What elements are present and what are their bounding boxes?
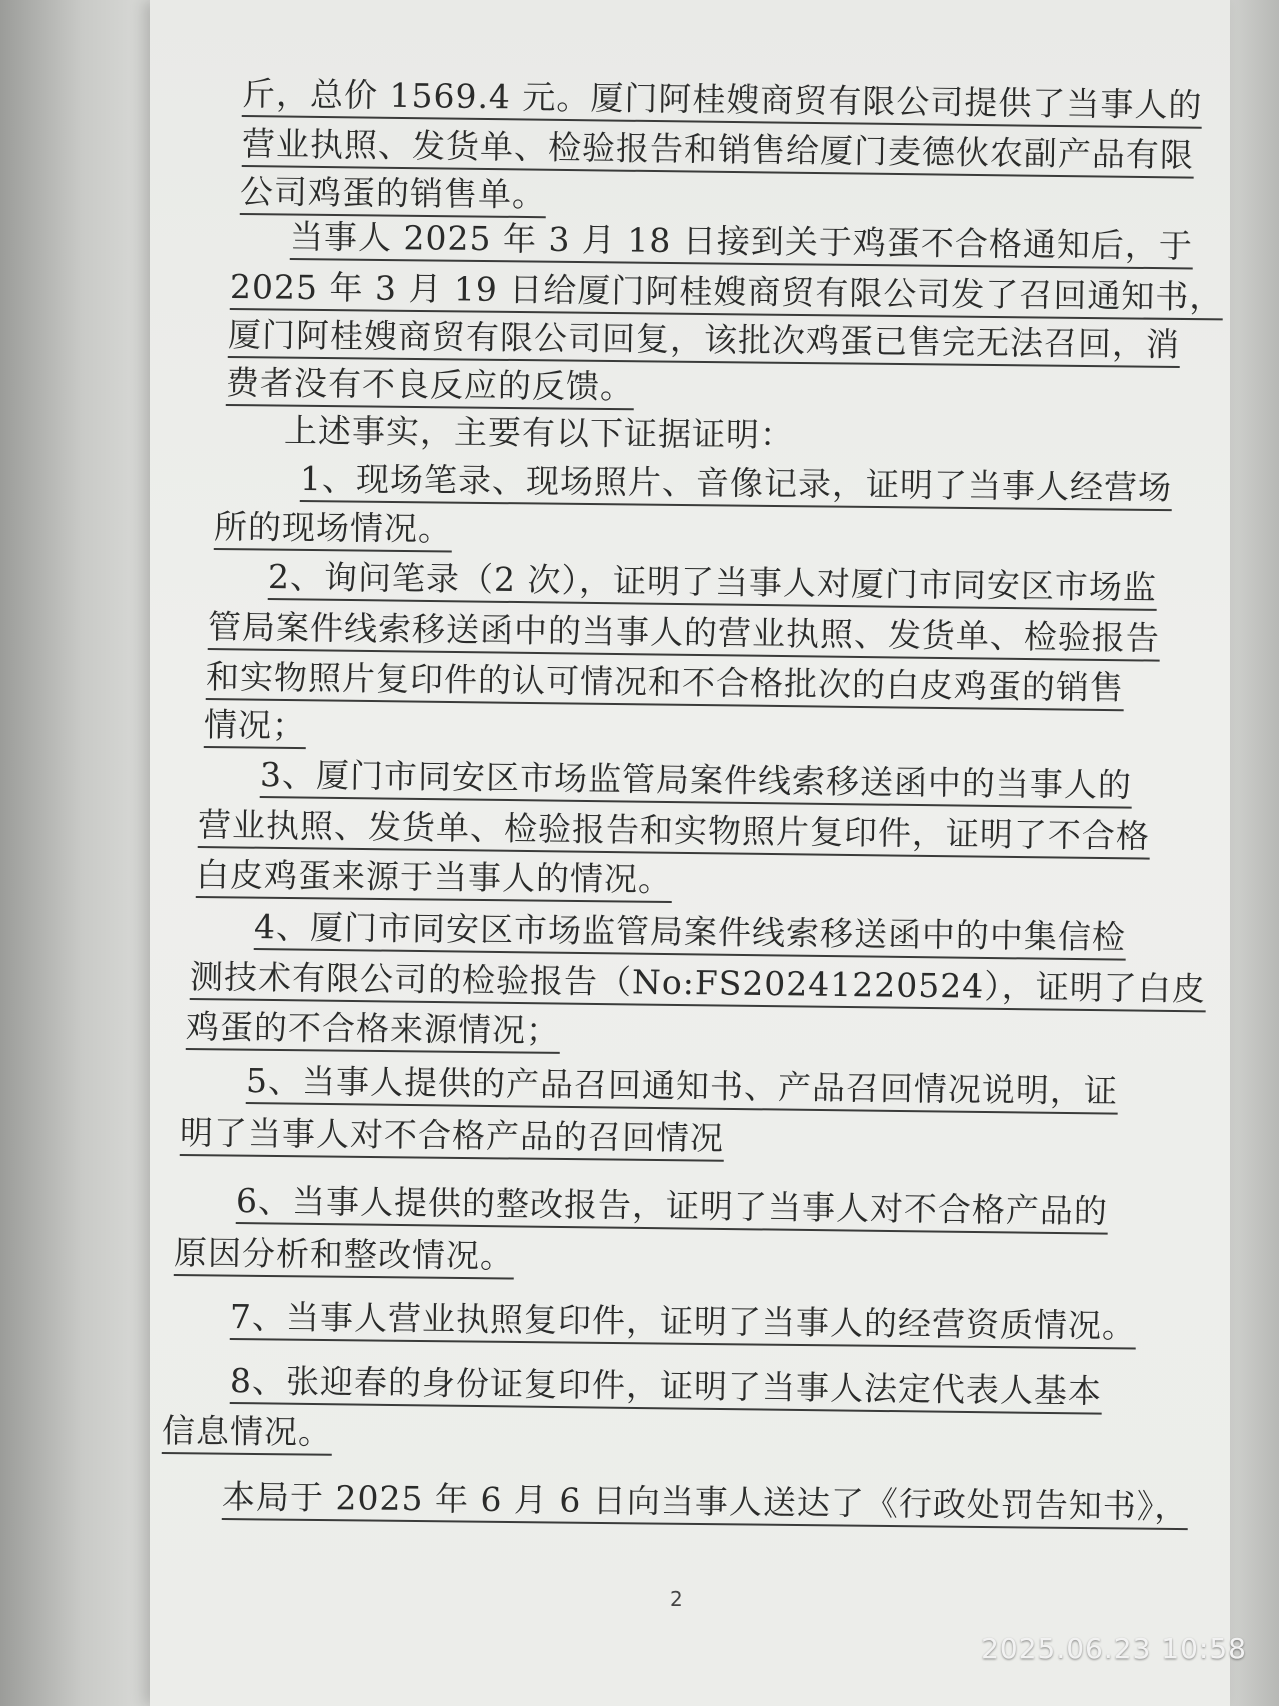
text-line: 2025 年 3 月 19 日给厦门阿桂嫂商贸有限公司发了召回通知书，	[230, 266, 1224, 318]
background-left	[0, 0, 150, 1706]
text-line: 鸡蛋的不合格来源情况；	[186, 1006, 560, 1052]
text-line: 2、询问笔录（2 次），证明了当事人对厦门市同安区市场监	[268, 556, 1157, 609]
text-line: 明了当事人对不合格产品的召回情况	[180, 1112, 724, 1160]
text-line: 厦门阿桂嫂商贸有限公司回复，该批次鸡蛋已售完无法召回，消	[228, 314, 1180, 366]
text-line: 管局案件线索移送函中的当事人的营业执照、发货单、检验报告	[208, 606, 1160, 660]
text-line: 斤，总价 1569.4 元。厦门阿桂嫂商贸有限公司提供了当事人的	[242, 73, 1203, 127]
text-line: 白皮鸡蛋来源于当事人的情况。	[196, 854, 672, 901]
text-line: 营业执照、发货单、检验报告和销售给厦门麦德伙农副产品有限	[242, 123, 1194, 177]
document-page	[150, 0, 1230, 1706]
text-line: 6、当事人提供的整改报告，证明了当事人对不合格产品的	[236, 1180, 1108, 1233]
text-line: 5、当事人提供的产品召回通知书、产品召回情况说明，证	[246, 1060, 1118, 1113]
text-line: 公司鸡蛋的销售单。	[240, 171, 546, 216]
text-line: 测技术有限公司的检验报告（No:FS20241220524），证明了白皮	[190, 956, 1206, 1010]
photo-timestamp: 2025.06.23 10:58	[981, 1632, 1247, 1665]
text-line: 费者没有不良反应的反馈。	[226, 362, 634, 408]
text-line: 信息情况。	[162, 1410, 332, 1454]
page-number: 2	[670, 1587, 683, 1611]
text-line: 所的现场情况。	[214, 506, 452, 550]
text-line: 7、当事人营业执照复印件，证明了当事人的经营资质情况。	[230, 1296, 1136, 1347]
text-line: 和实物照片复印件的认可情况和不合格批次的白皮鸡蛋的销售	[206, 656, 1124, 709]
text-line: 上述事实，主要有以下证据证明：	[283, 411, 795, 455]
text-line: 情况；	[204, 704, 306, 747]
text-line: 3、厦门市同安区市场监管局案件线索移送函中的当事人的	[260, 754, 1132, 807]
text-line: 原因分析和整改情况。	[174, 1232, 514, 1278]
text-line: 本局于 2025 年 6 月 6 日向当事人送达了《行政处罚告知书》，	[222, 1476, 1189, 1528]
text-line: 1、现场笔录、现场照片、音像记录，证明了当事人经营场	[300, 458, 1172, 509]
text-line: 营业执照、发货单、检验报告和实物照片复印件，证明了不合格	[198, 804, 1150, 858]
text-line: 当事人 2025 年 3 月 18 日接到关于鸡蛋不合格通知后，于	[290, 216, 1193, 267]
text-line: 4、厦门市同安区市场监管局案件线索移送函中的中集信检	[254, 906, 1126, 959]
text-line: 8、张迎春的身份证复印件，证明了当事人法定代表人基本	[230, 1360, 1102, 1413]
